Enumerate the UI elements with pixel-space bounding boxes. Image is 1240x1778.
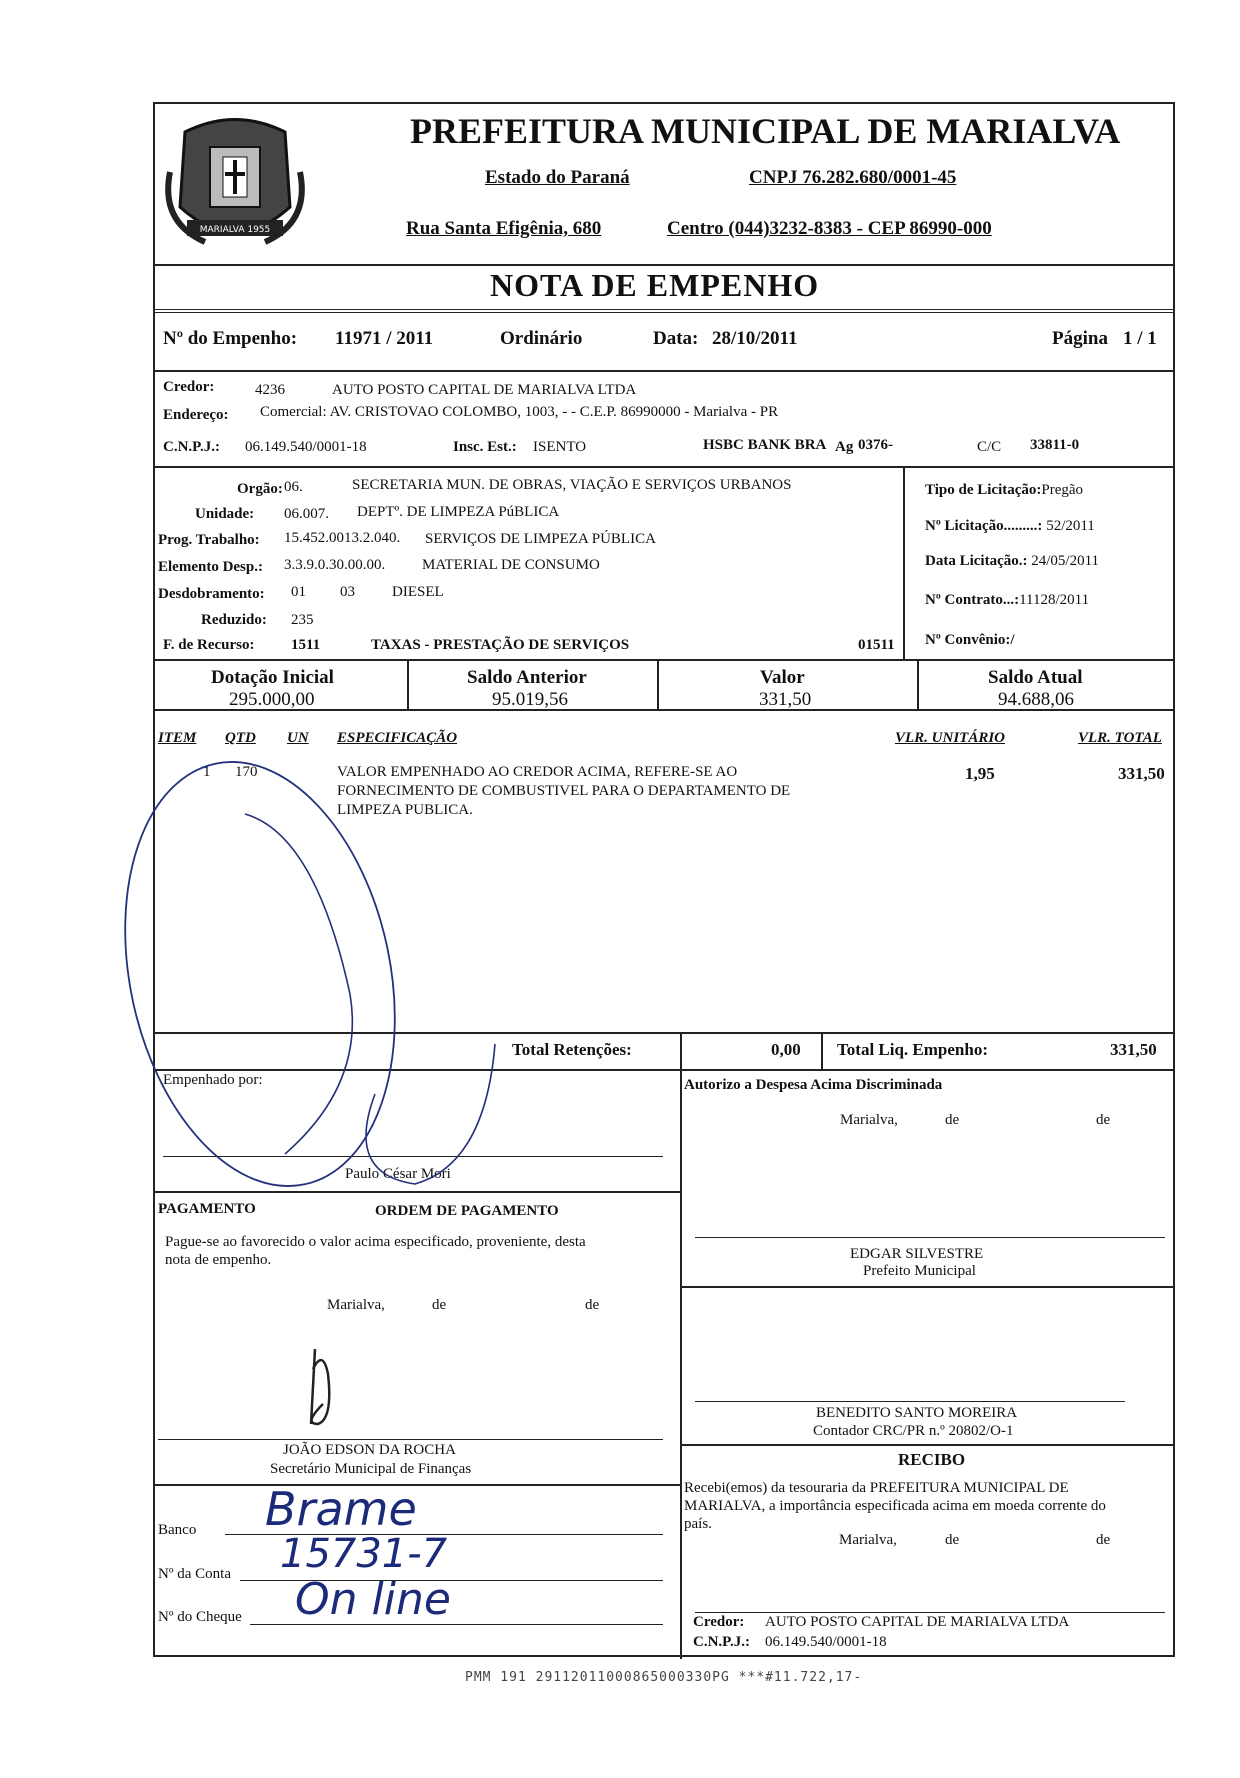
prefeito-name: EDGAR SILVESTRE bbox=[850, 1246, 984, 1262]
prog-name: SERVIÇOS DE LIMPEZA PÚBLICA bbox=[425, 531, 656, 547]
crest-text: MARIALVA 1955 bbox=[199, 225, 271, 235]
page-label: Página bbox=[1052, 328, 1108, 349]
cheque-handwritten: On line bbox=[295, 1574, 451, 1625]
autorizo-text: Autorizo a Despesa Acima Discriminada bbox=[684, 1077, 943, 1093]
cnpj-label: C.N.P.J.: bbox=[163, 439, 220, 455]
recurso-name: TAXAS - PRESTAÇÃO DE SERVIÇOS bbox=[371, 637, 630, 653]
item-number: 1 bbox=[203, 764, 211, 780]
liq-empenho-label: Total Liq. Empenho: bbox=[837, 1040, 988, 1059]
desdob-a: 01 bbox=[291, 584, 306, 600]
recibo-de-2: de bbox=[1096, 1532, 1111, 1548]
ordem-city: Marialva, bbox=[327, 1297, 385, 1313]
licitacao-number: Nº Licitação.........: 52/2011 bbox=[925, 518, 1095, 534]
header-item: ITEM bbox=[158, 730, 197, 746]
recurso-label: F. de Recurso: bbox=[163, 637, 255, 653]
header-cnpj: CNPJ 76.282.680/0001-45 bbox=[749, 167, 957, 188]
header-qtd: QTD bbox=[225, 730, 256, 746]
ordem-text-line-2: nota de empenho. bbox=[165, 1252, 272, 1268]
recibo-line-3: país. bbox=[684, 1516, 712, 1532]
empenhado-por-name: Paulo César Mori bbox=[345, 1166, 451, 1182]
saldo-atual-label: Saldo Atual bbox=[988, 667, 1083, 688]
pagamento-label: PAGAMENTO bbox=[158, 1201, 256, 1217]
licitacao-tipo-label: Tipo de Licitação:Pregão bbox=[925, 482, 1084, 498]
footer-barcode-text: PMM 191 29112011000865000330PG ***#11.722,17- bbox=[465, 1670, 863, 1685]
recibo-title: RECIBO bbox=[898, 1450, 966, 1469]
recibo-credor-name: AUTO POSTO CAPITAL DE MARIALVA LTDA bbox=[765, 1614, 1070, 1630]
credor-label: Credor: bbox=[163, 379, 215, 395]
item-qtd: 170 bbox=[235, 764, 258, 780]
secretary-signature bbox=[293, 1344, 373, 1454]
secretary-name: JOÃO EDSON DA ROCHA bbox=[283, 1442, 456, 1458]
retencoes-value: 0,00 bbox=[771, 1040, 801, 1059]
handwritten-loop-mark bbox=[85, 744, 565, 1294]
empenho-number-label: Nº do Empenho: bbox=[163, 328, 298, 349]
account-label: C/C bbox=[977, 439, 1002, 455]
recibo-city: Marialva, bbox=[839, 1532, 897, 1548]
elemento-code: 3.3.9.0.30.00.00. bbox=[284, 557, 386, 573]
banco-handwritten: Brame bbox=[265, 1482, 417, 1536]
retencoes-label: Total Retenções: bbox=[512, 1040, 632, 1059]
credor-cnpj: 06.149.540/0001-18 bbox=[245, 439, 367, 455]
recibo-line-1: Recebi(emos) da tesouraria da PREFEITURA MUNICIPAL DE bbox=[684, 1480, 1069, 1496]
recibo-cnpj-label: C.N.P.J.: bbox=[693, 1634, 750, 1650]
empenho-date-label: Data: bbox=[653, 328, 699, 349]
contador-name: BENEDITO SANTO MOREIRA bbox=[816, 1405, 1018, 1421]
item-unit-value: 1,95 bbox=[965, 764, 995, 783]
convenio-label: Nº Convênio:/ bbox=[925, 632, 1015, 648]
orgao-label: Orgão: bbox=[237, 481, 283, 497]
prog-code: 15.452.0013.2.040. bbox=[284, 530, 401, 546]
account-number: 33811-0 bbox=[1030, 437, 1080, 453]
orgao-name: SECRETARIA MUN. DE OBRAS, VIAÇÃO E SERVIÇOS URBANOS bbox=[352, 477, 792, 493]
item-spec-line-1: VALOR EMPENHADO AO CREDOR ACIMA, REFERE-SE AO bbox=[337, 764, 738, 780]
contador-title: Contador CRC/PR n.º 20802/O-1 bbox=[813, 1423, 1014, 1439]
prefeito-title: Prefeito Municipal bbox=[863, 1263, 976, 1279]
liq-empenho-value: 331,50 bbox=[1110, 1040, 1157, 1059]
autorizo-de-2: de bbox=[1096, 1112, 1111, 1128]
empenho-date: 28/10/2011 bbox=[712, 328, 798, 349]
recibo-cnpj: 06.149.540/0001-18 bbox=[765, 1634, 887, 1650]
empenho-type: Ordinário bbox=[500, 328, 583, 349]
bank-name: HSBC BANK BRA bbox=[703, 437, 827, 453]
credor-name: AUTO POSTO CAPITAL DE MARIALVA LTDA bbox=[332, 382, 637, 398]
desdob-name: DIESEL bbox=[392, 584, 444, 600]
dotacao-value: 295.000,00 bbox=[229, 689, 315, 710]
desdob-b: 03 bbox=[340, 584, 355, 600]
credor-code: 4236 bbox=[255, 382, 285, 398]
ordem-text-line-1: Pague-se ao favorecido o valor acima especificado, proveniente, desta bbox=[165, 1234, 586, 1250]
header-title: PREFEITURA MUNICIPAL DE MARIALVA bbox=[410, 111, 1121, 151]
elemento-name: MATERIAL DE CONSUMO bbox=[422, 557, 600, 573]
municipal-coat-of-arms-icon bbox=[165, 112, 305, 257]
doc-title: NOTA DE EMPENHO bbox=[490, 267, 820, 303]
insc-label: Insc. Est.: bbox=[453, 439, 517, 455]
recibo-de-1: de bbox=[945, 1532, 960, 1548]
saldo-anterior-value: 95.019,56 bbox=[492, 689, 568, 710]
empenhado-por-label: Empenhado por: bbox=[163, 1072, 263, 1088]
item-spec-line-3: LIMPEZA PUBLICA. bbox=[337, 802, 473, 818]
header-vlr-total: VLR. TOTAL bbox=[1078, 730, 1162, 746]
desdob-label: Desdobramento: bbox=[158, 586, 265, 602]
item-total-value: 331,50 bbox=[1118, 764, 1165, 783]
cheque-label: Nº do Cheque bbox=[158, 1609, 242, 1625]
conta-handwritten: 15731-7 bbox=[280, 1531, 448, 1577]
orgao-code: 06. bbox=[284, 479, 303, 495]
reduzido-value: 235 bbox=[291, 612, 314, 628]
ordem-de-1: de bbox=[432, 1297, 447, 1313]
licitacao-date: Data Licitação.: 24/05/2011 bbox=[925, 553, 1100, 569]
recurso-code: 1511 bbox=[291, 637, 321, 653]
secretary-title: Secretário Municipal de Finanças bbox=[270, 1461, 472, 1477]
header-un: UN bbox=[287, 730, 309, 746]
valor-label: Valor bbox=[760, 667, 805, 688]
recibo-line-2: MARIALVA, a importância especificada acima em moeda corrente do bbox=[684, 1498, 1106, 1514]
autorizo-city: Marialva, bbox=[840, 1112, 898, 1128]
elemento-label: Elemento Desp.: bbox=[158, 559, 263, 575]
recurso-number: 01511 bbox=[858, 637, 895, 653]
unidade-label: Unidade: bbox=[195, 506, 255, 522]
ordem-de-2: de bbox=[585, 1297, 600, 1313]
unidade-name: DEPTº. DE LIMPEZA PúBLICA bbox=[357, 504, 560, 520]
item-spec-line-2: FORNECIMENTO DE COMBUSTIVEL PARA O DEPARTAMENTO DE bbox=[337, 783, 791, 799]
credor-address: Comercial: AV. CRISTOVAO COLOMBO, 1003, - - C.E.P. 86990000 - Marialva - PR bbox=[260, 404, 779, 420]
conta-label: Nº da Conta bbox=[158, 1566, 231, 1582]
header-vlr-unitario: VLR. UNITÁRIO bbox=[895, 730, 1006, 746]
banco-label: Banco bbox=[158, 1522, 197, 1538]
insc-value: ISENTO bbox=[533, 439, 587, 455]
header-especificacao: ESPECIFICAÇÃO bbox=[337, 730, 458, 746]
empenho-number: 11971 / 2011 bbox=[335, 328, 434, 349]
autorizo-de-1: de bbox=[945, 1112, 960, 1128]
saldo-anterior-label: Saldo Anterior bbox=[467, 667, 587, 688]
agency-label: Ag bbox=[835, 439, 854, 455]
dotacao-label: Dotação Inicial bbox=[211, 667, 334, 688]
nota-de-empenho-document bbox=[153, 102, 1175, 1657]
contrato-number: Nº Contrato...:11128/2011 bbox=[925, 592, 1090, 608]
header-state: Estado do Paraná bbox=[485, 167, 630, 188]
valor-value: 331,50 bbox=[759, 689, 812, 710]
page-number: 1 / 1 bbox=[1123, 328, 1157, 349]
recibo-credor-label: Credor: bbox=[693, 1614, 745, 1630]
prog-label: Prog. Trabalho: bbox=[158, 532, 260, 548]
header-district-phone-cep: Centro (044)3232-8383 - CEP 86990-000 bbox=[667, 218, 992, 239]
reduzido-label: Reduzido: bbox=[201, 612, 267, 628]
ordem-pagamento-label: ORDEM DE PAGAMENTO bbox=[375, 1203, 559, 1219]
unidade-code: 06.007. bbox=[284, 506, 329, 522]
header-address: Rua Santa Efigênia, 680 bbox=[406, 218, 602, 239]
agency-number: 0376- bbox=[858, 437, 893, 453]
saldo-atual-value: 94.688,06 bbox=[998, 689, 1074, 710]
address-label: Endereço: bbox=[163, 407, 229, 423]
